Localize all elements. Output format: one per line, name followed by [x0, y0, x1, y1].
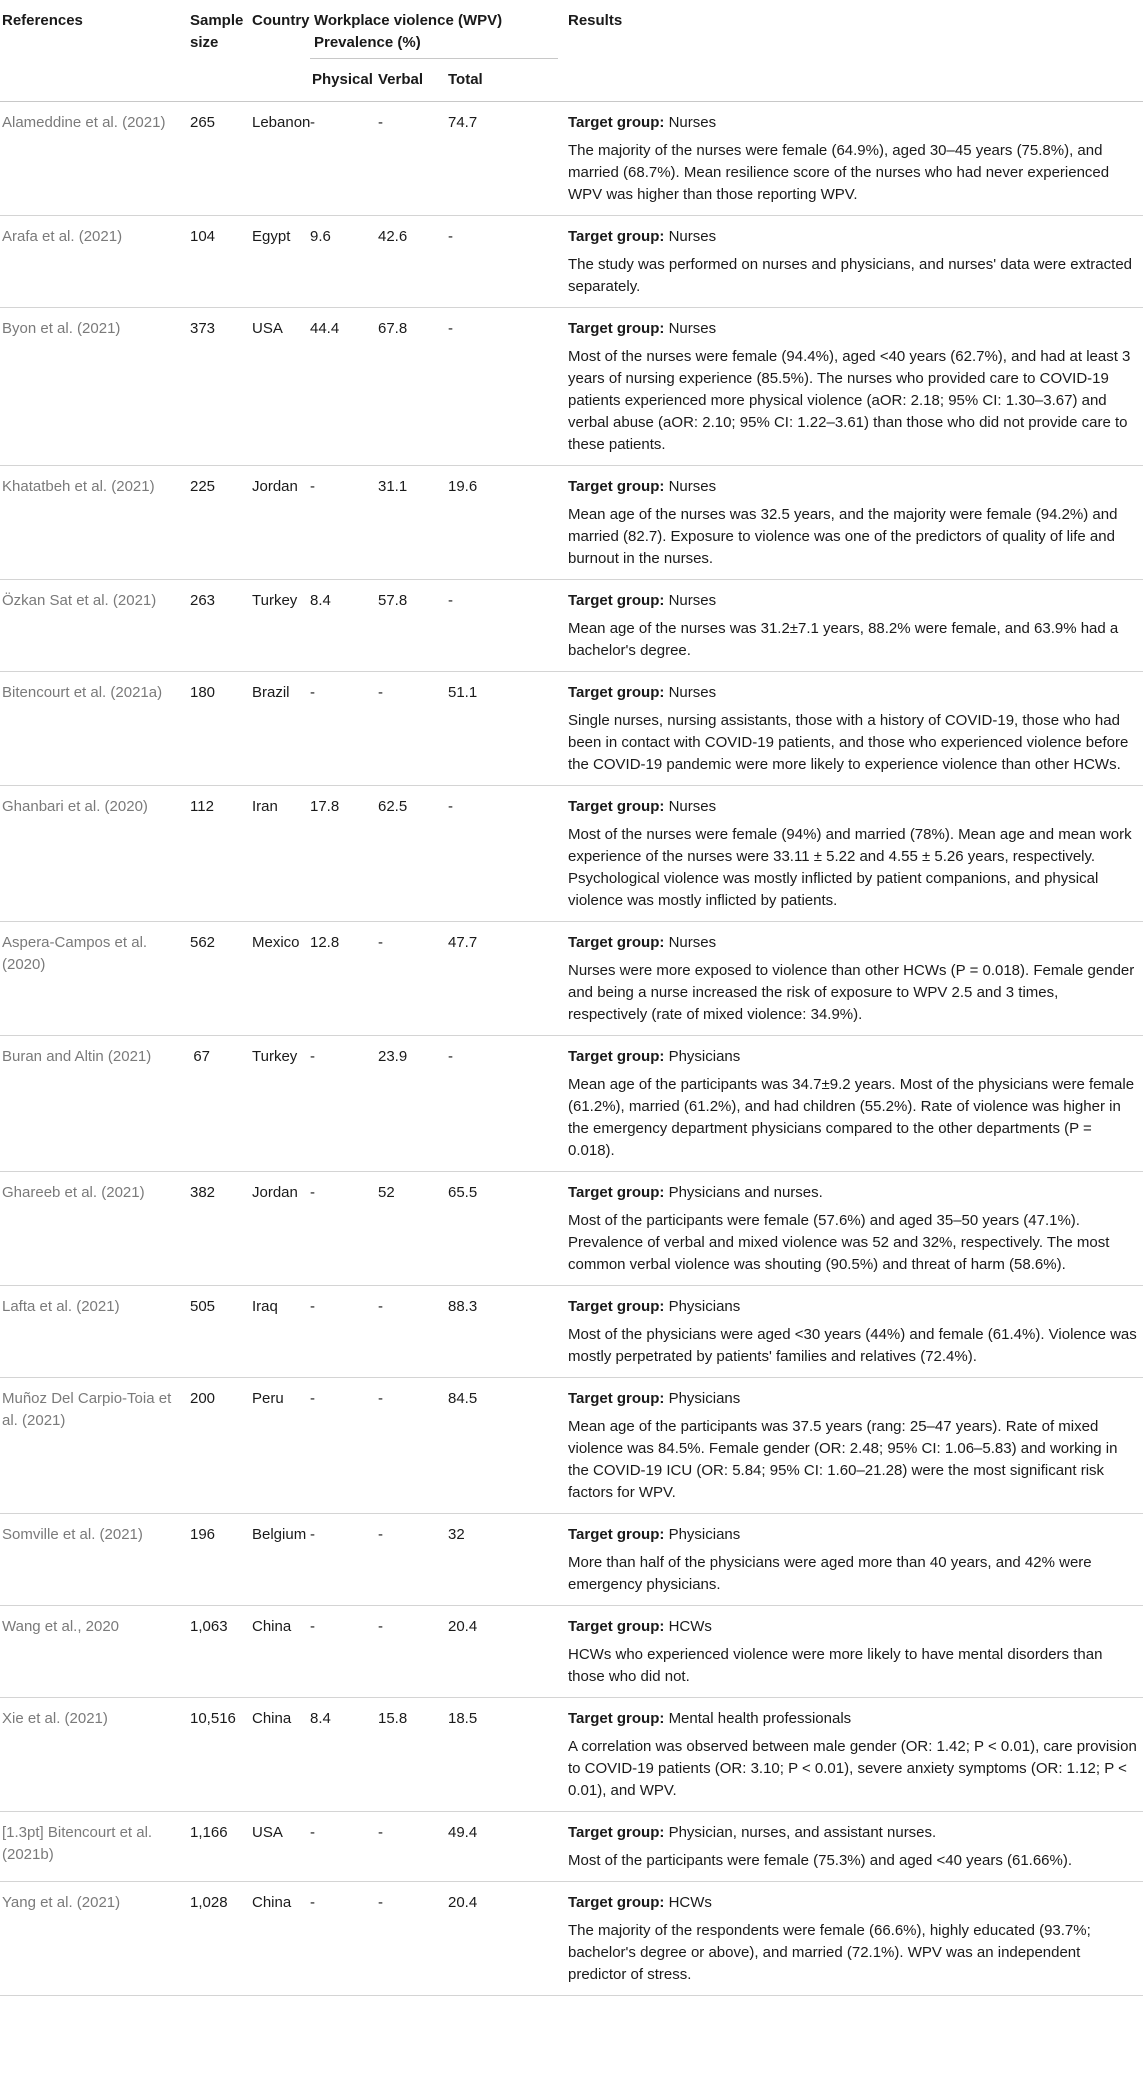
- target-group-value: Nurses: [668, 684, 717, 701]
- cell-country: USA: [252, 1812, 310, 1882]
- cell-total: 47.7: [448, 922, 558, 1036]
- target-group: [568, 796, 1139, 818]
- cell-results: [558, 466, 1143, 580]
- cell-reference: Arafa et al. (2021): [0, 216, 190, 308]
- result-text: Most of the participants were female (75.3%) and aged <40 years (61.66%).: [568, 1852, 1073, 1869]
- table-row: [0, 1812, 1143, 1882]
- target-group-label: Target group:: [568, 320, 665, 337]
- cell-sample-size: 265: [190, 102, 252, 216]
- cell-country: China: [252, 1882, 310, 1996]
- cell-country: China: [252, 1698, 310, 1812]
- result-text: More than half of the physicians were aged more than 40 years, and 42% were emergency physicians.: [568, 1554, 1092, 1593]
- target-group-value: Nurses: [668, 228, 717, 245]
- cell-physical: 17.8: [310, 786, 378, 922]
- cell-total: 51.1: [448, 672, 558, 786]
- cell-results: [558, 216, 1143, 308]
- cell-reference: Somville et al. (2021): [0, 1514, 190, 1606]
- result-text: Most of the physicians were aged <30 years (44%) and female (61.4%). Violence was mostly perpetrated by patients' families and relatives (72.4%).: [568, 1326, 1137, 1365]
- cell-sample-size: 200: [190, 1378, 252, 1514]
- cell-physical: -: [310, 1172, 378, 1286]
- target-group-label: Target group:: [568, 1824, 665, 1841]
- target-group: [568, 1708, 1139, 1730]
- target-group-value: Physician, nurses, and assistant nurses.: [668, 1824, 937, 1841]
- cell-country: Egypt: [252, 216, 310, 308]
- target-group-label: Target group:: [568, 1048, 665, 1065]
- cell-verbal: -: [378, 672, 448, 786]
- target-group-label: Target group:: [568, 1298, 665, 1315]
- target-group-value: Nurses: [668, 320, 717, 337]
- cell-results: [558, 102, 1143, 216]
- cell-verbal: -: [378, 1882, 448, 1996]
- target-group-value: Nurses: [668, 478, 717, 495]
- cell-sample-size: 263: [190, 580, 252, 672]
- target-group: [568, 226, 1139, 248]
- table-row: [0, 466, 1143, 580]
- cell-physical: 12.8: [310, 922, 378, 1036]
- cell-physical: -: [310, 1812, 378, 1882]
- cell-sample-size: 67: [190, 1036, 252, 1172]
- cell-sample-size: 104: [190, 216, 252, 308]
- cell-verbal: 31.1: [378, 466, 448, 580]
- cell-results: [558, 1882, 1143, 1996]
- cell-sample-size: 112: [190, 786, 252, 922]
- cell-country: USA: [252, 308, 310, 466]
- target-group: [568, 590, 1139, 612]
- cell-physical: -: [310, 1882, 378, 1996]
- header-references: References: [2, 12, 83, 29]
- cell-total: 88.3: [448, 1286, 558, 1378]
- target-group: [568, 1524, 1139, 1546]
- cell-physical: -: [310, 1514, 378, 1606]
- cell-sample-size: 382: [190, 1172, 252, 1286]
- cell-reference: Ghareeb et al. (2021): [0, 1172, 190, 1286]
- cell-total: -: [448, 216, 558, 308]
- cell-verbal: -: [378, 1286, 448, 1378]
- cell-total: 32: [448, 1514, 558, 1606]
- cell-total: 49.4: [448, 1812, 558, 1882]
- cell-country: China: [252, 1606, 310, 1698]
- cell-country: Belgium: [252, 1514, 310, 1606]
- target-group-value: HCWs: [668, 1894, 712, 1911]
- cell-country: Lebanon: [252, 102, 310, 216]
- target-group-label: Target group:: [568, 684, 665, 701]
- cell-total: -: [448, 580, 558, 672]
- cell-results: [558, 1036, 1143, 1172]
- table-row: [0, 308, 1143, 466]
- table-row: [0, 216, 1143, 308]
- cell-physical: -: [310, 1606, 378, 1698]
- result-text: Mean age of the nurses was 31.2±7.1 years, 88.2% were female, and 63.9% had a bachelor's degree.: [568, 620, 1119, 659]
- table-row: [0, 1172, 1143, 1286]
- cell-reference: Xie et al. (2021): [0, 1698, 190, 1812]
- cell-physical: 8.4: [310, 1698, 378, 1812]
- cell-reference: Buran and Altin (2021): [0, 1036, 190, 1172]
- cell-country: Brazil: [252, 672, 310, 786]
- result-text: Most of the nurses were female (94.4%), aged <40 years (62.7%), and had at least 3 years of nursing experience (85.5%). The nurses who provided care to COVID-19 patients experienced more physical violence (aOR: 2.18; 95% CI: 1.30–3.67) and verbal abuse (aOR: 2.10; 95% CI: 1.22–3.61) than those who did not provide care to these patients.: [568, 348, 1131, 453]
- cell-results: [558, 1606, 1143, 1698]
- header-results: Results: [568, 12, 623, 29]
- cell-country: Jordan: [252, 1172, 310, 1286]
- cell-reference: [1.3pt] Bitencourt et al. (2021b): [0, 1812, 190, 1882]
- table-row: [0, 922, 1143, 1036]
- cell-sample-size: 1,063: [190, 1606, 252, 1698]
- cell-country: Iran: [252, 786, 310, 922]
- result-text: Single nurses, nursing assistants, those with a history of COVID-19, those who had been in contact with COVID-19 patients, and those who experienced violence before the COVID-19 pandemic were more likely to experience violence than other HCWs.: [568, 712, 1129, 773]
- table-row: [0, 102, 1143, 216]
- cell-physical: 8.4: [310, 580, 378, 672]
- cell-verbal: 67.8: [378, 308, 448, 466]
- table-row: [0, 1606, 1143, 1698]
- header-total: Total: [448, 59, 558, 102]
- cell-sample-size: 225: [190, 466, 252, 580]
- target-group-label: Target group:: [568, 934, 665, 951]
- target-group-value: HCWs: [668, 1618, 712, 1635]
- cell-total: -: [448, 308, 558, 466]
- cell-sample-size: 562: [190, 922, 252, 1036]
- cell-country: Turkey: [252, 1036, 310, 1172]
- target-group: [568, 1892, 1139, 1914]
- cell-total: 20.4: [448, 1882, 558, 1996]
- cell-country: Peru: [252, 1378, 310, 1514]
- target-group: [568, 1388, 1139, 1410]
- table-row: [0, 672, 1143, 786]
- cell-reference: Bitencourt et al. (2021a): [0, 672, 190, 786]
- cell-results: [558, 1286, 1143, 1378]
- cell-verbal: 23.9: [378, 1036, 448, 1172]
- cell-reference: Alameddine et al. (2021): [0, 102, 190, 216]
- target-group: [568, 1296, 1139, 1318]
- result-text: Most of the nurses were female (94%) and married (78%). Mean age and mean work experience of the nurses were 33.11 ± 5.22 and 4.55 ± 5.26 years, respectively. Psychological violence was mostly inflicted by patient companions, and physical violence was mostly inflicted by patients.: [568, 826, 1132, 909]
- target-group-label: Target group:: [568, 592, 665, 609]
- cell-physical: -: [310, 672, 378, 786]
- target-group: [568, 112, 1139, 134]
- cell-sample-size: 1,028: [190, 1882, 252, 1996]
- table-row: [0, 1882, 1143, 1996]
- result-text: Most of the participants were female (57.6%) and aged 35–50 years (47.1%). Prevalence of verbal and mixed violence was 52 and 32%, respectively. The most common verbal violence was shouting (90.5%) and threat of harm (58.6%).: [568, 1212, 1110, 1273]
- target-group-value: Physicians and nurses.: [668, 1184, 823, 1201]
- table-row: [0, 1378, 1143, 1514]
- cell-sample-size: 196: [190, 1514, 252, 1606]
- cell-reference: Lafta et al. (2021): [0, 1286, 190, 1378]
- cell-results: [558, 580, 1143, 672]
- table-row: [0, 1286, 1143, 1378]
- cell-verbal: 52: [378, 1172, 448, 1286]
- target-group-value: Nurses: [668, 798, 717, 815]
- header-country: Country: [252, 12, 310, 29]
- target-group: [568, 1822, 1139, 1844]
- result-text: Mean age of the participants was 34.7±9.2 years. Most of the physicians were female (61.2%), married (61.2%), and had children (55.2%). Rate of violence was higher in the emergency department physicians compared to the other departments (P = 0.018).: [568, 1076, 1135, 1159]
- cell-reference: Ghanbari et al. (2020): [0, 786, 190, 922]
- cell-physical: 44.4: [310, 308, 378, 466]
- target-group: [568, 1182, 1139, 1204]
- result-text: Mean age of the participants was 37.5 years (rang: 25–47 years). Rate of mixed violence was 84.5%. Female gender (OR: 2.48; 95% CI: 1.06–5.83) and working in the COVID-19 ICU (OR: 5.84; 95% CI: 1.60–21.28) were the most significant risk factors for WPV.: [568, 1418, 1118, 1501]
- target-group-value: Nurses: [668, 592, 717, 609]
- table-row: [0, 1036, 1143, 1172]
- cell-reference: Aspera-Campos et al. (2020): [0, 922, 190, 1036]
- target-group-label: Target group:: [568, 114, 665, 131]
- cell-results: [558, 672, 1143, 786]
- cell-sample-size: 373: [190, 308, 252, 466]
- cell-total: -: [448, 786, 558, 922]
- cell-verbal: -: [378, 1514, 448, 1606]
- cell-results: [558, 1812, 1143, 1882]
- result-text: HCWs who experienced violence were more likely to have mental disorders than those who did not.: [568, 1646, 1103, 1685]
- target-group-value: Physicians: [668, 1298, 741, 1315]
- cell-total: 18.5: [448, 1698, 558, 1812]
- cell-reference: Khatatbeh et al. (2021): [0, 466, 190, 580]
- cell-physical: -: [310, 102, 378, 216]
- table-row: [0, 1698, 1143, 1812]
- target-group-label: Target group:: [568, 1894, 665, 1911]
- cell-physical: -: [310, 466, 378, 580]
- result-text: A correlation was observed between male gender (OR: 1.42; P < 0.01), care provision to COVID-19 patients (OR: 3.10; P < 0.01), severe anxiety symptoms (OR: 1.12; P < 0.01), and WPV.: [568, 1738, 1137, 1799]
- cell-reference: Muñoz Del Carpio-Toia et al. (2021): [0, 1378, 190, 1514]
- header-physical: Physical: [310, 59, 378, 102]
- cell-results: [558, 1698, 1143, 1812]
- cell-country: Iraq: [252, 1286, 310, 1378]
- target-group: [568, 682, 1139, 704]
- cell-reference: Yang et al. (2021): [0, 1882, 190, 1996]
- header-verbal: Verbal: [378, 59, 448, 102]
- target-group-value: Nurses: [668, 114, 717, 131]
- target-group-label: Target group:: [568, 1618, 665, 1635]
- target-group: [568, 476, 1139, 498]
- result-text: Mean age of the nurses was 32.5 years, and the majority were female (94.2%) and married (82.7). Exposure to violence was one of the predictors of quality of life and burnout in the nurses.: [568, 506, 1118, 567]
- header-sample-size: Sample size: [190, 12, 244, 51]
- cell-total: 84.5: [448, 1378, 558, 1514]
- cell-physical: -: [310, 1286, 378, 1378]
- cell-verbal: -: [378, 102, 448, 216]
- cell-total: 65.5: [448, 1172, 558, 1286]
- target-group-label: Target group:: [568, 798, 665, 815]
- cell-physical: -: [310, 1036, 378, 1172]
- cell-reference: Wang et al., 2020: [0, 1606, 190, 1698]
- result-text: Nurses were more exposed to violence than other HCWs (P = 0.018). Female gender and being a nurse increased the risk of exposure to WPV 2.5 and 3 times, respectively (rate of mixed violence: 34.9%).: [568, 962, 1135, 1023]
- cell-total: -: [448, 1036, 558, 1172]
- header-wpv-prevalence: Workplace violence (WPV) Prevalence (%): [314, 12, 503, 51]
- result-text: The majority of the nurses were female (64.9%), aged 30–45 years (75.8%), and married (68.7%). Mean resilience score of the nurses who had never experienced WPV was higher than those reporting WPV.: [568, 142, 1110, 203]
- cell-verbal: -: [378, 922, 448, 1036]
- target-group-value: Mental health professionals: [668, 1710, 852, 1727]
- cell-total: 20.4: [448, 1606, 558, 1698]
- cell-sample-size: 1,166: [190, 1812, 252, 1882]
- header-row: [0, 0, 1143, 59]
- cell-reference: Özkan Sat et al. (2021): [0, 580, 190, 672]
- cell-verbal: -: [378, 1812, 448, 1882]
- cell-results: [558, 1514, 1143, 1606]
- result-text: The study was performed on nurses and physicians, and nurses' data were extracted separately.: [568, 256, 1133, 295]
- cell-country: Jordan: [252, 466, 310, 580]
- cell-total: 19.6: [448, 466, 558, 580]
- cell-results: [558, 308, 1143, 466]
- cell-physical: 9.6: [310, 216, 378, 308]
- target-group: [568, 1616, 1139, 1638]
- target-group-value: Physicians: [668, 1526, 741, 1543]
- target-group-label: Target group:: [568, 228, 665, 245]
- target-group-label: Target group:: [568, 1390, 665, 1407]
- cell-verbal: 62.5: [378, 786, 448, 922]
- target-group-label: Target group:: [568, 1710, 665, 1727]
- cell-sample-size: 505: [190, 1286, 252, 1378]
- cell-country: Mexico: [252, 922, 310, 1036]
- table-row: [0, 786, 1143, 922]
- cell-total: 74.7: [448, 102, 558, 216]
- cell-sample-size: 10,516: [190, 1698, 252, 1812]
- cell-results: [558, 1172, 1143, 1286]
- target-group: [568, 318, 1139, 340]
- target-group-label: Target group:: [568, 1526, 665, 1543]
- target-group: [568, 1046, 1139, 1068]
- cell-physical: -: [310, 1378, 378, 1514]
- cell-verbal: 42.6: [378, 216, 448, 308]
- cell-verbal: -: [378, 1378, 448, 1514]
- table-row: [0, 1514, 1143, 1606]
- cell-verbal: 57.8: [378, 580, 448, 672]
- cell-sample-size: 180: [190, 672, 252, 786]
- cell-results: [558, 1378, 1143, 1514]
- cell-verbal: -: [378, 1606, 448, 1698]
- target-group: [568, 932, 1139, 954]
- cell-results: [558, 922, 1143, 1036]
- table-body: [0, 102, 1143, 1996]
- target-group-label: Target group:: [568, 1184, 665, 1201]
- target-group-label: Target group:: [568, 478, 665, 495]
- target-group-value: Nurses: [668, 934, 717, 951]
- target-group-value: Physicians: [668, 1390, 741, 1407]
- cell-results: [558, 786, 1143, 922]
- table-row: [0, 580, 1143, 672]
- cell-country: Turkey: [252, 580, 310, 672]
- cell-verbal: 15.8: [378, 1698, 448, 1812]
- cell-reference: Byon et al. (2021): [0, 308, 190, 466]
- target-group-value: Physicians: [668, 1048, 741, 1065]
- result-text: The majority of the respondents were female (66.6%), highly educated (93.7%; bachelor's degree or above), and married (72.1%). WPV was an independent predictor of stress.: [568, 1922, 1091, 1983]
